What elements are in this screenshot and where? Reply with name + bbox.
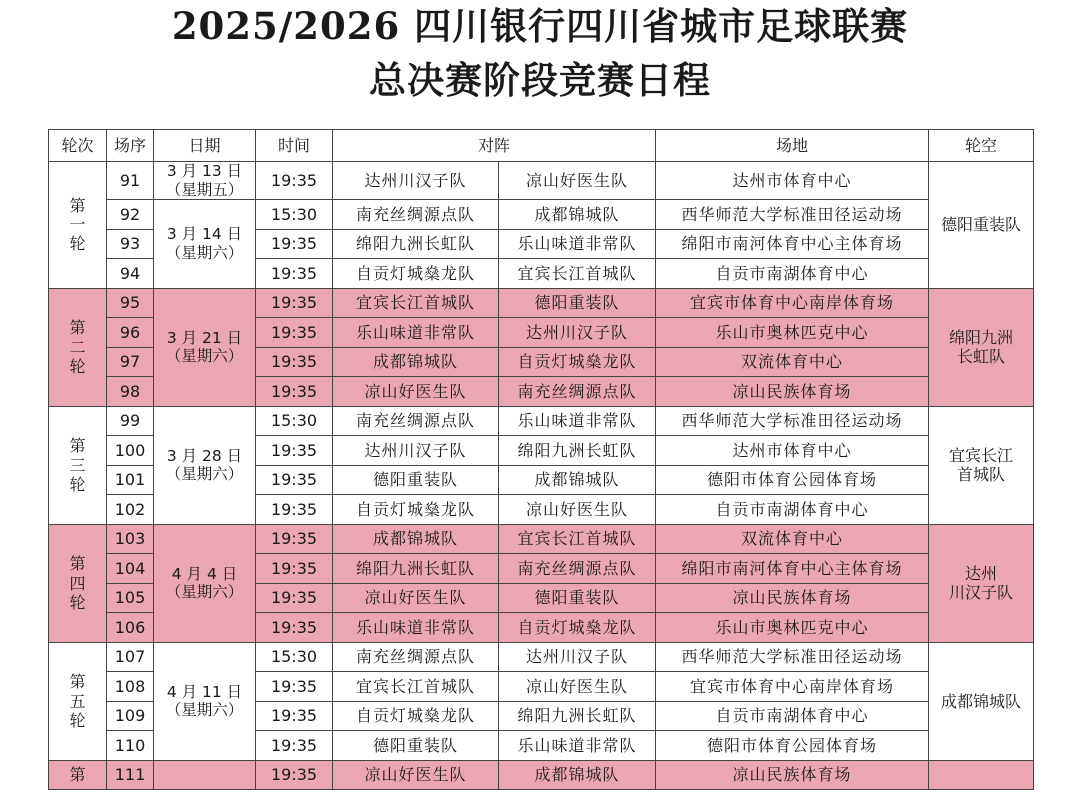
match-date-line: 4 月 4 日	[171, 564, 238, 583]
match-no: 109	[107, 701, 154, 731]
match-time: 19:35	[256, 229, 333, 259]
match-no: 108	[107, 672, 154, 702]
home-team: 凉山好医生队	[333, 760, 499, 790]
match-venue: 宜宾市体育中心南岸体育场	[656, 288, 929, 318]
round-label-char: 四	[69, 573, 86, 593]
schedule-table	[48, 129, 1034, 790]
bye-team-line: 宜宾长江	[949, 446, 1014, 465]
home-team: 宜宾长江首城队	[333, 288, 499, 318]
bye-team	[929, 760, 1034, 790]
match-no: 111	[107, 760, 154, 790]
bye-team-line: 达州	[965, 564, 998, 583]
match-date	[154, 406, 256, 524]
match-venue: 凉山民族体育场	[656, 760, 929, 790]
match-venue: 自贡市南湖体育中心	[656, 259, 929, 289]
round-label-char: 轮	[69, 592, 86, 612]
match-venue: 乐山市奥林匹克中心	[656, 318, 929, 348]
page-subtitle: 总决赛阶段竞赛日程	[369, 58, 711, 102]
match-no: 107	[107, 642, 154, 672]
home-team: 达州川汉子队	[333, 436, 499, 466]
match-no: 98	[107, 377, 154, 407]
bye-team	[929, 162, 1034, 289]
round-label	[49, 406, 107, 524]
match-date-line: （星期六）	[165, 465, 244, 484]
match-time: 15:30	[256, 200, 333, 230]
match-date-line: 3 月 28 日	[166, 446, 243, 465]
match-no: 96	[107, 318, 154, 348]
match-date-line: （星期五）	[165, 180, 244, 199]
away-team: 德阳重装队	[499, 288, 656, 318]
match-no: 103	[107, 524, 154, 554]
away-team: 宜宾长江首城队	[499, 524, 656, 554]
header-fixture: 对阵	[333, 130, 656, 162]
match-time: 15:30	[256, 406, 333, 436]
home-team: 乐山味道非常队	[333, 613, 499, 643]
match-venue: 德阳市体育公园体育场	[656, 731, 929, 761]
match-time: 19:35	[256, 259, 333, 289]
match-time: 19:35	[256, 613, 333, 643]
bye-team-line: 德阳重装队	[941, 215, 1022, 235]
match-date-line: （星期六）	[165, 347, 244, 366]
match-no: 104	[107, 554, 154, 584]
match-date-line: 3 月 13 日	[166, 162, 243, 180]
match-no: 95	[107, 288, 154, 318]
bye-team-line: 成都锦城队	[941, 691, 1022, 711]
round-label	[49, 760, 107, 790]
match-venue: 西华师范大学标准田径运动场	[656, 200, 929, 230]
round-label-char: 第	[69, 436, 86, 456]
table-row	[49, 200, 1034, 230]
away-team: 达州川汉子队	[499, 642, 656, 672]
round-label-char: 二	[69, 337, 86, 357]
match-venue: 凉山民族体育场	[656, 583, 929, 613]
header-row	[49, 130, 1034, 162]
away-team: 乐山味道非常队	[499, 229, 656, 259]
match-time: 19:35	[256, 524, 333, 554]
match-no: 93	[107, 229, 154, 259]
header-round: 轮次	[49, 130, 107, 162]
home-team: 德阳重装队	[333, 731, 499, 761]
away-team: 凉山好医生队	[499, 495, 656, 525]
match-date	[154, 162, 256, 200]
match-date-line: 3 月 14 日	[166, 225, 243, 244]
away-team: 乐山味道非常队	[499, 731, 656, 761]
match-venue: 绵阳市南河体育中心主体育场	[656, 554, 929, 584]
home-team: 成都锦城队	[333, 524, 499, 554]
match-time: 19:35	[256, 760, 333, 790]
match-venue: 达州市体育中心	[656, 436, 929, 466]
away-team: 自贡灯城燊龙队	[499, 347, 656, 377]
away-team: 乐山味道非常队	[499, 406, 656, 436]
home-team: 凉山好医生队	[333, 583, 499, 613]
bye-team-line: 长虹队	[957, 347, 1006, 367]
match-time: 19:35	[256, 554, 333, 584]
match-no: 101	[107, 465, 154, 495]
match-no: 92	[107, 200, 154, 230]
bye-team	[929, 406, 1034, 524]
match-no: 99	[107, 406, 154, 436]
match-no: 97	[107, 347, 154, 377]
away-team: 自贡灯城燊龙队	[499, 613, 656, 643]
round-label	[49, 288, 107, 406]
match-venue: 德阳市体育公园体育场	[656, 465, 929, 495]
match-time: 19:35	[256, 288, 333, 318]
round-label-char: 轮	[69, 474, 86, 494]
round-label-char: 第	[69, 765, 86, 785]
match-time: 19:35	[256, 162, 333, 200]
match-venue: 自贡市南湖体育中心	[656, 495, 929, 525]
match-venue: 乐山市奥林匹克中心	[656, 613, 929, 643]
home-team: 绵阳九洲长虹队	[333, 229, 499, 259]
match-venue: 双流体育中心	[656, 524, 929, 554]
match-no: 105	[107, 583, 154, 613]
header-venue: 场地	[656, 130, 929, 162]
match-no: 102	[107, 495, 154, 525]
match-venue: 双流体育中心	[656, 347, 929, 377]
bye-team	[929, 288, 1034, 406]
away-team: 德阳重装队	[499, 583, 656, 613]
round-label-char: 第	[69, 196, 86, 216]
match-time: 19:35	[256, 701, 333, 731]
match-time: 19:35	[256, 465, 333, 495]
match-date	[154, 642, 256, 760]
round-label-char: 一	[69, 215, 86, 235]
match-venue: 绵阳市南河体育中心主体育场	[656, 229, 929, 259]
match-date-line: （星期六）	[165, 583, 244, 602]
round-label-char: 轮	[69, 234, 86, 254]
home-team: 南充丝绸源点队	[333, 642, 499, 672]
match-no: 106	[107, 613, 154, 643]
match-venue: 西华师范大学标准田径运动场	[656, 406, 929, 436]
bye-team-line: 川汉子队	[949, 583, 1014, 603]
home-team: 达州川汉子队	[333, 162, 499, 200]
match-venue: 宜宾市体育中心南岸体育场	[656, 672, 929, 702]
table-row	[49, 288, 1034, 318]
away-team: 达州川汉子队	[499, 318, 656, 348]
round-label	[49, 524, 107, 642]
round-label-char: 三	[69, 455, 86, 475]
table-row	[49, 524, 1034, 554]
match-no: 94	[107, 259, 154, 289]
home-team: 南充丝绸源点队	[333, 200, 499, 230]
away-team: 绵阳九洲长虹队	[499, 436, 656, 466]
match-date-line: 4 月 11 日	[166, 682, 243, 701]
match-time: 19:35	[256, 436, 333, 466]
away-team: 凉山好医生队	[499, 162, 656, 200]
round-label	[49, 642, 107, 760]
away-team: 南充丝绸源点队	[499, 377, 656, 407]
match-venue: 凉山民族体育场	[656, 377, 929, 407]
home-team: 自贡灯城燊龙队	[333, 701, 499, 731]
match-no: 110	[107, 731, 154, 761]
match-time: 15:30	[256, 642, 333, 672]
home-team: 乐山味道非常队	[333, 318, 499, 348]
round-label-char: 第	[69, 318, 86, 338]
match-time: 19:35	[256, 731, 333, 761]
home-team: 成都锦城队	[333, 347, 499, 377]
home-team: 自贡灯城燊龙队	[333, 495, 499, 525]
match-date	[154, 200, 256, 289]
away-team: 成都锦城队	[499, 200, 656, 230]
header-match-no: 场序	[107, 130, 154, 162]
match-no: 91	[107, 162, 154, 200]
round-label-char: 轮	[69, 710, 86, 730]
header-time: 时间	[256, 130, 333, 162]
match-time: 19:35	[256, 347, 333, 377]
away-team: 绵阳九洲长虹队	[499, 701, 656, 731]
match-time: 19:35	[256, 495, 333, 525]
away-team: 宜宾长江首城队	[499, 259, 656, 289]
match-date	[154, 760, 256, 790]
match-no: 100	[107, 436, 154, 466]
bye-team-line: 绵阳九洲	[949, 328, 1014, 347]
home-team: 自贡灯城燊龙队	[333, 259, 499, 289]
table-row	[49, 642, 1034, 672]
home-team: 宜宾长江首城队	[333, 672, 499, 702]
round-label	[49, 162, 107, 289]
header-date: 日期	[154, 130, 256, 162]
match-date-line: （星期六）	[165, 701, 244, 720]
round-label-char: 第	[69, 672, 86, 692]
table-row	[49, 162, 1034, 200]
match-date	[154, 524, 256, 642]
away-team: 成都锦城队	[499, 760, 656, 790]
round-label-char: 轮	[69, 356, 86, 376]
table-row	[49, 406, 1034, 436]
bye-team-line: 首城队	[957, 465, 1006, 485]
match-date-line: 3 月 21 日	[166, 328, 243, 347]
bye-team	[929, 524, 1034, 642]
match-time: 19:35	[256, 672, 333, 702]
away-team: 成都锦城队	[499, 465, 656, 495]
home-team: 凉山好医生队	[333, 377, 499, 407]
match-date-line: （星期六）	[165, 243, 244, 262]
page-title: 2025/2026 四川银行四川省城市足球联赛	[171, 4, 909, 48]
match-venue: 达州市体育中心	[656, 162, 929, 200]
round-label-char: 第	[69, 554, 86, 574]
match-time: 19:35	[256, 377, 333, 407]
match-date	[154, 288, 256, 406]
bye-team	[929, 642, 1034, 760]
match-venue: 西华师范大学标准田径运动场	[656, 642, 929, 672]
round-label-char: 五	[69, 691, 86, 711]
home-team: 德阳重装队	[333, 465, 499, 495]
header-bye: 轮空	[929, 130, 1034, 162]
home-team: 南充丝绸源点队	[333, 406, 499, 436]
away-team: 南充丝绸源点队	[499, 554, 656, 584]
home-team: 绵阳九洲长虹队	[333, 554, 499, 584]
away-team: 凉山好医生队	[499, 672, 656, 702]
match-time: 19:35	[256, 318, 333, 348]
match-time: 19:35	[256, 583, 333, 613]
table-row	[49, 760, 1034, 790]
match-venue: 自贡市南湖体育中心	[656, 701, 929, 731]
